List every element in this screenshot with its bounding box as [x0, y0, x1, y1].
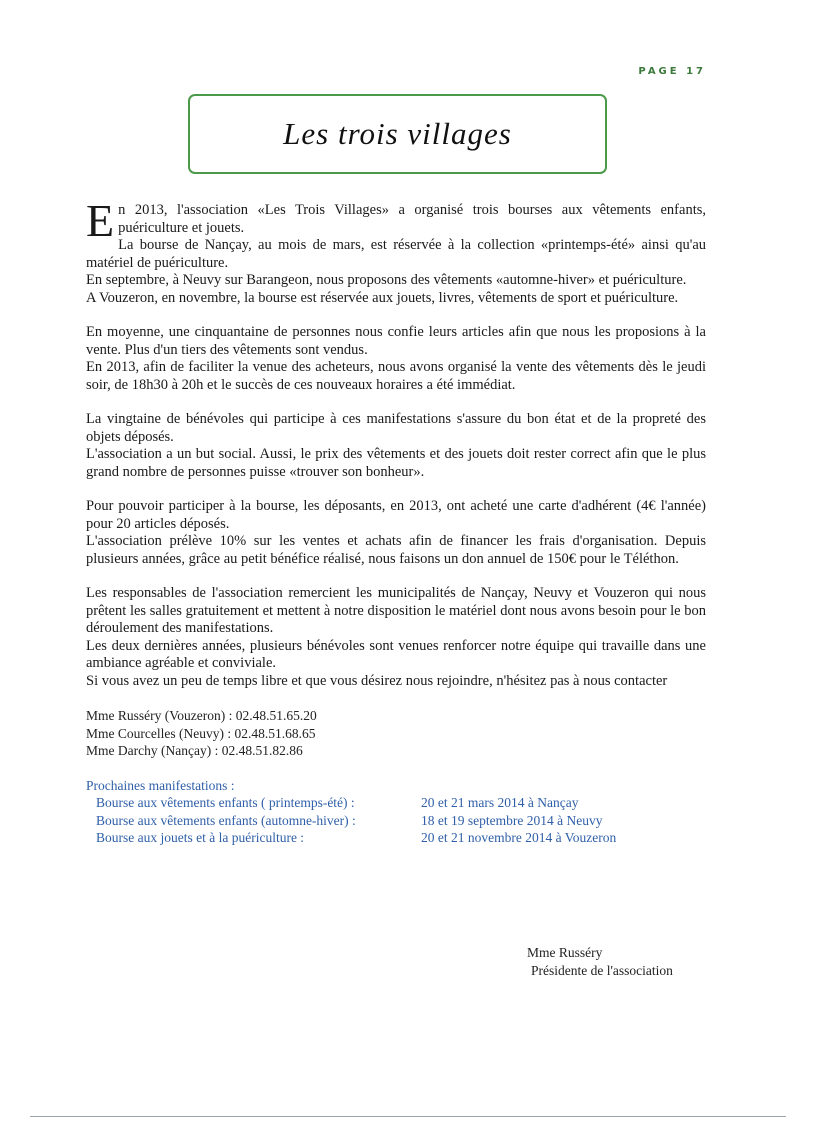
event-date: 18 et 19 septembre 2014 à Neuvy	[421, 812, 603, 828]
paragraph-13: Si vous avez un peu de temps libre et que vous désirez nous rejoindre, n'hésitez pas à nous contacter	[86, 672, 668, 689]
upcoming-events	[86, 777, 706, 847]
events-heading: Prochaines manifestations :	[86, 777, 235, 793]
paragraph-5: En moyenne, une cinquantaine de personnes nous confie leurs articles afin que nous les proposions à la vente. Plus d'un tiers des vêtements sont vendus.	[86, 324, 706, 358]
signature-block	[527, 944, 673, 979]
signature-role: Présidente de l'association	[531, 962, 673, 978]
event-row	[96, 812, 706, 830]
paragraph-7: La vingtaine de bénévoles qui participe à ces manifestations s'assure du bon état et de la propreté des objets déposés.	[86, 411, 706, 445]
event-name: Bourse aux jouets et à la puériculture :	[96, 830, 305, 845]
paragraph-3: En septembre, à Neuvy sur Barangeon, nous proposons des vêtements «automne-hiver» et puériculture.	[86, 272, 687, 288]
paragraph-9: Pour pouvoir participer à la bourse, les déposants, en 2013, ont acheté une carte d'adhérent (4€ l'année) pour 20 articles déposés.	[86, 498, 706, 532]
spacer	[86, 568, 706, 585]
paragraph-1	[86, 195, 706, 246]
title-frame	[188, 94, 607, 174]
event-date: 20 et 21 mars 2014 à Nançay	[421, 795, 579, 810]
paragraph-11: Les responsables de l'association remercient les municipalités de Nançay, Neuvy et Vouzeron qui nous prêtent les salles gratuitement et mettent à notre disposition le matériel dont nous avons besoin pour le bon déroulement des manifestations.	[86, 585, 706, 636]
contact-line: Mme Russéry (Vouzeron) : 02.48.51.65.20	[86, 708, 317, 723]
paragraph-4: A Vouzeron, en novembre, la bourse est réservée aux jouets, livres, vêtements de sport et puériculture.	[86, 289, 679, 306]
contact-list	[86, 707, 706, 760]
contact-line: Mme Darchy (Nançay) : 02.48.51.82.86	[86, 743, 303, 758]
event-row	[96, 829, 706, 847]
spacer	[86, 307, 706, 324]
event-name: Bourse aux vêtements enfants ( printemps-été) :	[96, 795, 355, 810]
contact-line: Mme Courcelles (Neuvy) : 02.48.51.68.65	[86, 725, 316, 741]
article-body	[86, 195, 706, 847]
paragraph-6: En 2013, afin de faciliter la venue des acheteurs, nous avons organisé la vente des vêtements dès le jeudi soir, de 18h30 à 20h et le succès de ces nouveaux horaires a été immédiat.	[86, 359, 706, 393]
paragraph-text: n 2013, l'association «Les Trois Villages» a organisé trois bourses aux vêtements enfants, puériculture et jouets.	[118, 202, 706, 236]
event-date: 20 et 21 novembre 2014 à Vouzeron	[421, 830, 617, 845]
event-name: Bourse aux vêtements enfants (automne-hiver) :	[96, 812, 356, 828]
paragraph-12: Les deux dernières années, plusieurs bénévoles sont venues renforcer notre équipe qui travaille dans une ambiance agréable et conviviale.	[86, 637, 706, 671]
scan-edge-divider	[30, 1116, 786, 1117]
events-list	[96, 794, 706, 847]
event-row	[96, 794, 706, 812]
paragraph-2: La bourse de Nançay, au mois de mars, est réservée à la collection «printemps-été» ainsi qu'au matériel de puériculture.	[86, 237, 706, 271]
paragraph-8: L'association a un but social. Aussi, le prix des vêtements et des jouets doit rester correct afin que le plus grand nombre de personnes puisse «trouver son bonheur».	[86, 446, 706, 480]
spacer	[86, 481, 706, 498]
paragraph-10: L'association prélève 10% sur les ventes et achats afin de financer les frais d'organisation. Depuis plusieurs années, grâce au petit bénéfice réalisé, nous faisons un don annuel de 150€ pour le Téléthon.	[86, 533, 706, 567]
page-number: PAGE 17	[638, 66, 706, 77]
signature-name: Mme Russéry	[527, 945, 603, 960]
page-title: Les trois villages	[283, 116, 512, 151]
drop-cap: E	[86, 195, 115, 246]
spacer	[86, 394, 706, 411]
